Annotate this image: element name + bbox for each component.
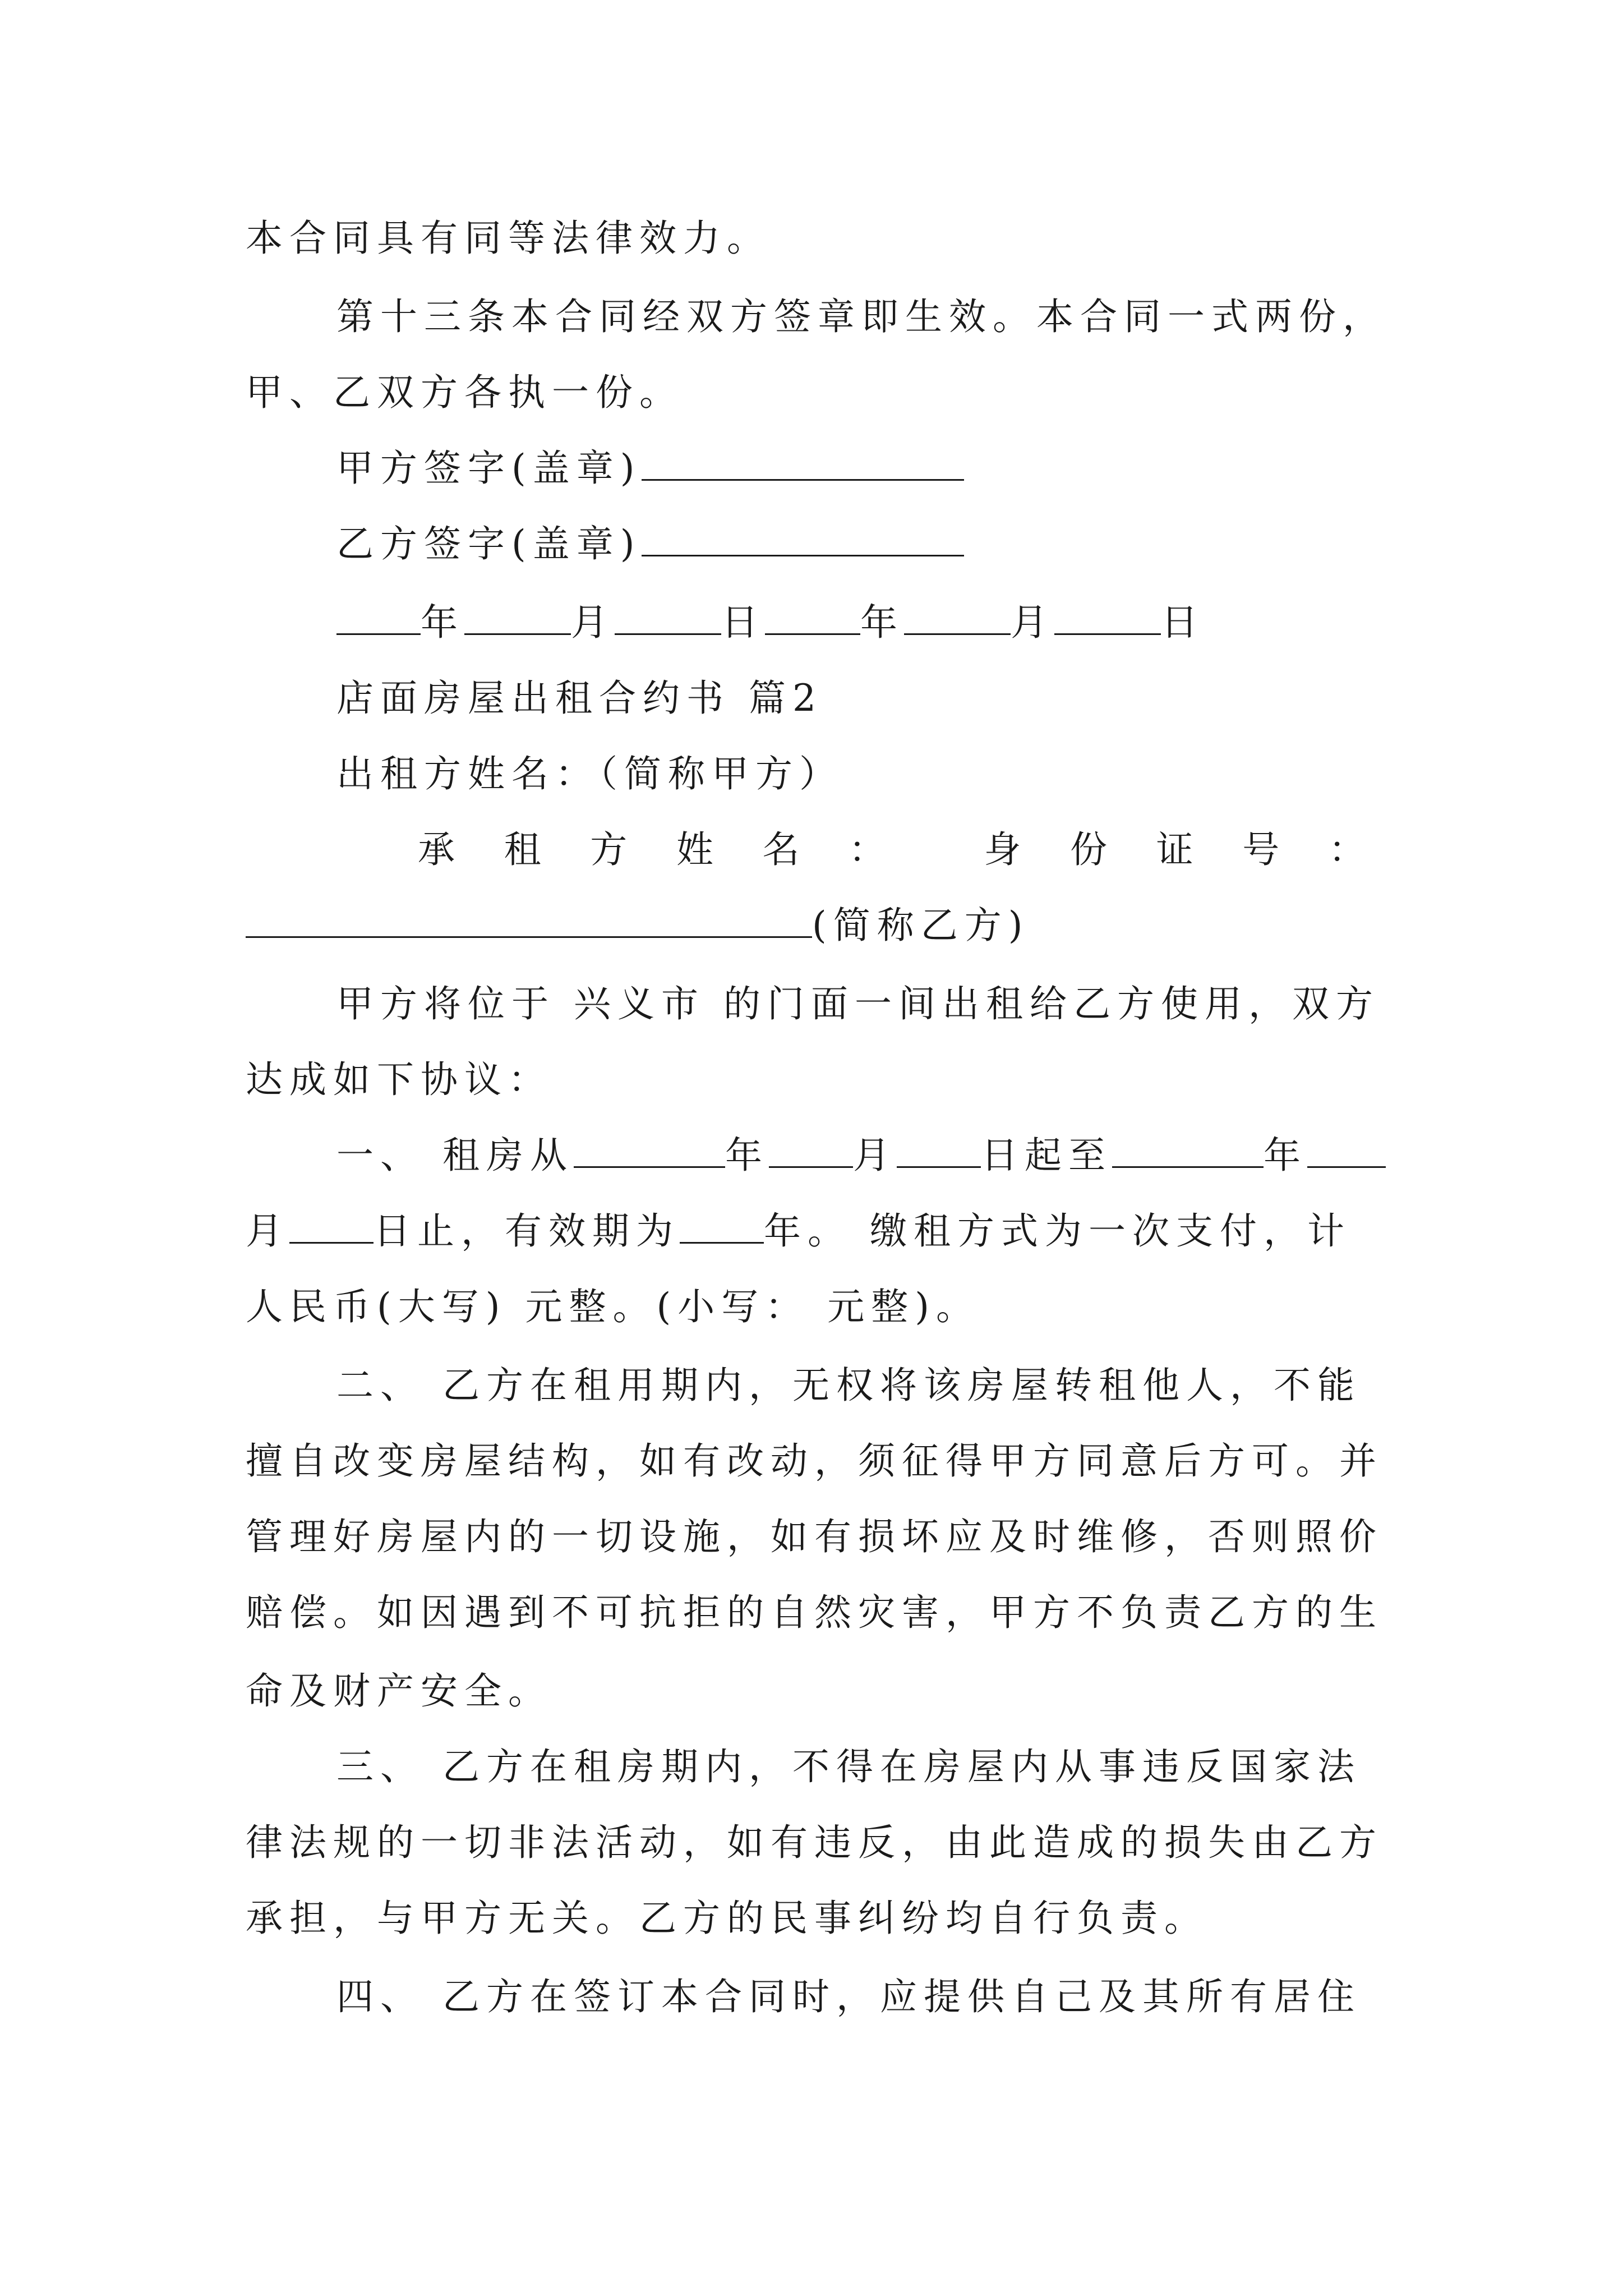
date-month-blank-1[interactable] (464, 600, 571, 635)
lessee-char: 名 (762, 828, 800, 871)
item-2-line-3: 管理好房屋内的一切设施，如有损坏应及时维修，否则照价 (246, 1515, 1383, 1558)
lessee-char: 承 (418, 828, 455, 871)
lessee-id-blank[interactable] (246, 903, 812, 938)
item-1-month-label: 月 (852, 1134, 897, 1177)
item-1-end-month-blank[interactable] (1307, 1133, 1386, 1168)
item-1-line-3: 人民币(大写) 元整。(小写： 元整)。 (246, 1285, 980, 1328)
intro-line-1: 甲方将位于 兴义市 的门面一间出租给乙方使用，双方 (336, 982, 1380, 1025)
item-2-line-5: 命及财产安全。 (246, 1669, 552, 1713)
lessee-char: 姓 (676, 828, 713, 871)
item-1-years-label: 年。 缴租方式为一次支付，计 (764, 1209, 1351, 1253)
party-b-signature-label: 乙方签字(盖章) (336, 522, 642, 565)
lessee-char: ： (1328, 828, 1366, 871)
item-1-end-year-blank[interactable] (1112, 1133, 1264, 1168)
clause-13-line-2: 甲、乙双方各执一份。 (246, 371, 683, 414)
lessee-char: 租 (504, 828, 541, 871)
date-day-blank-1[interactable] (615, 600, 721, 635)
lessee-char: ： (849, 828, 886, 871)
date-year-label-1: 年 (421, 601, 464, 644)
date-month-label-2: 月 (1011, 601, 1054, 644)
party-b-signature-blank[interactable] (642, 521, 964, 556)
party-a-signature-blank[interactable] (642, 445, 964, 481)
lessee-id-line (246, 900, 1030, 951)
item-1-year-label: 年 (725, 1134, 769, 1177)
item-1-year-label-2: 年 (1263, 1134, 1307, 1177)
clause-13-line-1: 第十三条本合同经双方签章即生效。本合同一式两份， (336, 295, 1386, 338)
date-year-label-2: 年 (860, 601, 904, 644)
item-1-start-month-blank[interactable] (769, 1133, 853, 1168)
date-year-blank-2[interactable] (765, 600, 860, 635)
lessee-name-line (418, 825, 1366, 875)
lessee-abbrev: (简称乙方) (812, 904, 1030, 947)
party-b-signature (336, 519, 964, 569)
item-1-end-day-blank[interactable] (289, 1208, 374, 1244)
item-1-line-2 (246, 1206, 1351, 1257)
lessee-char: 方 (590, 828, 628, 871)
lessor-name-line: 出租方姓名：（简称甲方） (336, 752, 843, 795)
lessee-char: 号 (1242, 828, 1280, 871)
lessee-char: 证 (1156, 828, 1193, 871)
item-4-line-1: 四、 乙方在签订本合同时，应提供自己及其所有居住 (336, 1975, 1361, 2018)
signing-dates (336, 597, 1205, 648)
party-a-signature (336, 443, 964, 494)
item-3-line-2: 律法规的一切非法活动，如有违反，由此造成的损失由乙方 (246, 1821, 1383, 1864)
item-1-start-day-blank[interactable] (897, 1133, 981, 1168)
item-1-line-1 (336, 1130, 1386, 1181)
item-1-day-from-label: 日起至 (980, 1134, 1112, 1177)
date-month-label-1: 月 (571, 601, 615, 644)
item-1-day-end-label: 日止，有效期为 (374, 1209, 680, 1253)
date-day-blank-2[interactable] (1054, 600, 1161, 635)
item-1-start-year-blank[interactable] (574, 1133, 725, 1168)
intro-line-2: 达成如下协议： (246, 1058, 552, 1101)
item-3-line-1: 三、 乙方在租房期内，不得在房屋内从事违反国家法 (336, 1745, 1361, 1788)
item-2-line-4: 赔偿。如因遇到不可抗拒的自然灾害，甲方不负责乙方的生 (246, 1591, 1383, 1634)
date-month-blank-2[interactable] (904, 600, 1011, 635)
lessee-char: 身 (984, 828, 1021, 871)
section-title: 店面房屋出租合约书 篇2 (336, 677, 823, 720)
item-1-month-label-2: 月 (246, 1209, 289, 1253)
item-1-prefix: 一、 租房从 (336, 1134, 574, 1177)
date-day-label-2: 日 (1161, 601, 1205, 644)
party-a-signature-label: 甲方签字(盖章) (336, 447, 642, 490)
lessee-char: 份 (1070, 828, 1107, 871)
item-2-line-1: 二、 乙方在租用期内，无权将该房屋转租他人，不能 (336, 1364, 1361, 1407)
date-year-blank-1[interactable] (336, 600, 421, 635)
item-3-line-3: 承担，与甲方无关。乙方的民事纠纷均自行负责。 (246, 1897, 1208, 1940)
date-day-label-1: 日 (721, 601, 765, 644)
item-1-years-blank[interactable] (680, 1208, 764, 1244)
clause-12-end: 本合同具有同等法律效力。 (246, 217, 771, 260)
item-2-line-2: 擅自改变房屋结构，如有改动，须征得甲方同意后方可。并 (246, 1439, 1383, 1483)
